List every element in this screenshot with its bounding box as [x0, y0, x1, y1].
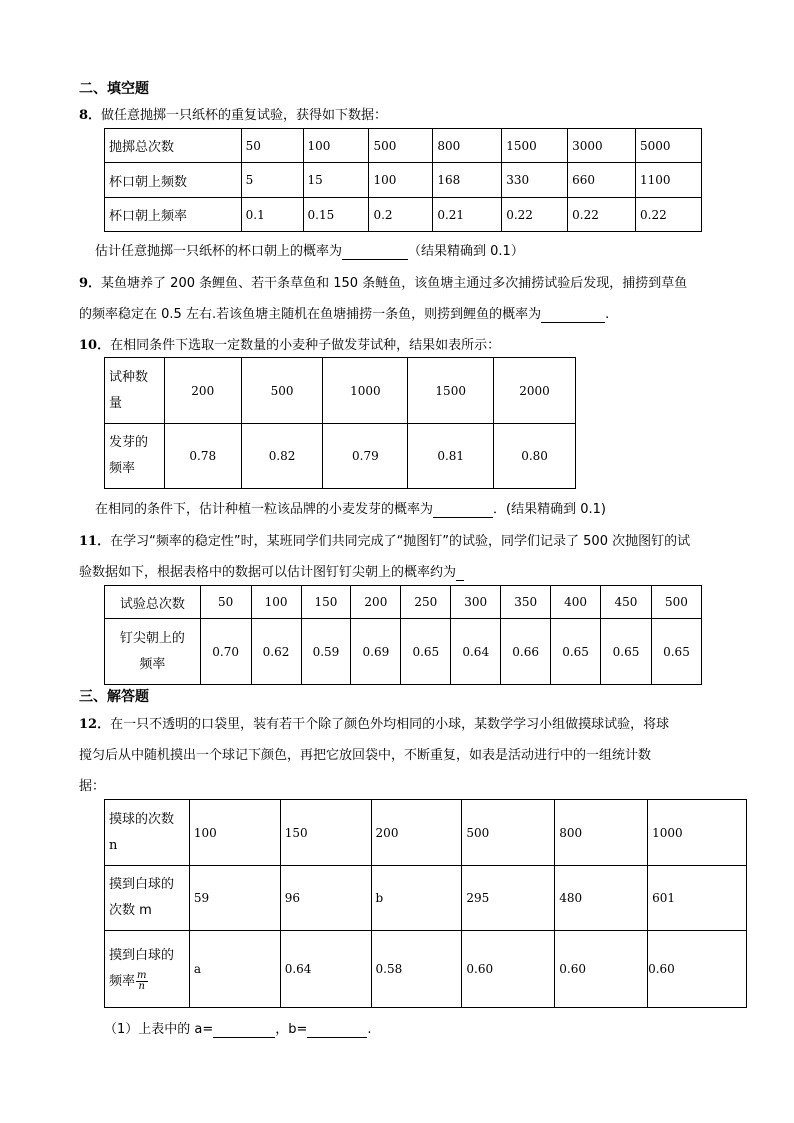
table-cell: b: [371, 866, 462, 931]
question-12-line2: 搅匀后从中随机摸出一个球记下颜色，再把它放回袋中，不断重复，如表是活动进行中的一组统计数: [79, 748, 652, 763]
table-cell: 0.22: [568, 198, 636, 232]
table-cell: 100: [303, 129, 369, 163]
question-number: 11．: [79, 534, 111, 549]
table-cell: 0.70: [200, 619, 251, 685]
table-cell: 450: [601, 586, 652, 619]
question-text: 在学习“频率的稳定性”时，某班同学们共同完成了“抛图钉”的试验，同学们记录了 500 次抛图钉的试: [110, 534, 691, 549]
table-cell: 摸到白球的 次数 m: [105, 866, 190, 931]
question-text: 在相同条件下选取一定数量的小麦种子做发芽试种，结果如表所示：: [110, 338, 501, 353]
table-cell: 0.60: [555, 931, 648, 1008]
table-cell: 0.64: [451, 619, 501, 685]
answer-prompt: .: [367, 1022, 372, 1037]
table-cell: 0.60: [462, 931, 555, 1008]
table-cell: 250: [401, 586, 451, 619]
table-row: [105, 586, 702, 619]
table-row: [105, 198, 702, 232]
answer-blank[interactable]: [456, 565, 464, 581]
table-cell: 钉尖朝上的 频率: [105, 619, 201, 685]
table-cell: 0.15: [303, 198, 369, 232]
q10-answer-line: [95, 498, 606, 518]
answer-prompt: ，b=: [275, 1022, 308, 1037]
table-cell: 0.69: [351, 619, 401, 685]
table-cell: 3000: [568, 129, 636, 163]
answer-blank[interactable]: [541, 307, 605, 323]
answer-prompt: 在相同的条件下，估计种植一粒该品牌的小麦发芽的概率为: [95, 502, 434, 517]
question-text: 在一只不透明的口袋里，装有若干个除了颜色外均相同的小球，某数学学习小组做摸球试验，将球: [110, 717, 670, 732]
table-cell: 0.59: [301, 619, 351, 685]
table-cell: 150: [301, 586, 351, 619]
answer-note: （结果精确到 0.1）: [408, 244, 524, 259]
table-cell: 1500: [408, 358, 494, 424]
table-cell: 0.22: [636, 198, 702, 232]
table-cell: 50: [241, 129, 303, 163]
table-row: [105, 358, 576, 424]
section-heading-fill-blank: 二、填空题: [79, 81, 149, 97]
table-cell: 0.64: [280, 931, 371, 1008]
table-cell: 500: [462, 800, 555, 866]
table-row: [105, 424, 576, 489]
table-row: [105, 931, 747, 1008]
table-cell: 350: [501, 586, 551, 619]
q11-data-table: [104, 585, 702, 685]
question-9-line2: [79, 303, 609, 323]
table-cell: 200: [351, 586, 401, 619]
table-cell: 0.66: [501, 619, 551, 685]
table-cell: 试验总次数: [105, 586, 201, 619]
table-cell: 摸球的次数 n: [105, 800, 190, 866]
q8-answer-line: [95, 240, 524, 260]
table-cell: 1000: [648, 800, 747, 866]
table-cell: 0.65: [551, 619, 601, 685]
question-11-line2: [79, 561, 464, 581]
table-cell: 800: [555, 800, 648, 866]
table-cell: 0.60: [648, 931, 747, 1008]
table-cell: 0.62: [251, 619, 301, 685]
question-text: 验数据如下，根据表格中的数据可以估计图钉钉尖朝上的概率约为: [79, 565, 457, 580]
table-cell: 480: [555, 866, 648, 931]
fraction-m-over-n: $\frac{m}{n}$: [137, 970, 147, 992]
table-row: [105, 163, 702, 198]
question-12-line3: 据：: [79, 779, 106, 794]
table-cell: 0.82: [241, 424, 323, 489]
section-heading-answer: 三、解答题: [79, 689, 149, 705]
question-text: 做任意抛掷一只纸杯的重复试验，获得如下数据：: [101, 108, 388, 123]
table-row: [105, 800, 747, 866]
table-cell: 100: [189, 800, 280, 866]
answer-prompt: （1）上表中的 a=: [104, 1022, 214, 1037]
table-cell: 0.78: [164, 424, 241, 489]
question-8-stem: [79, 104, 387, 123]
table-cell: 300: [451, 586, 501, 619]
q12-subquestion-1: [104, 1018, 372, 1038]
table-cell: 200: [371, 800, 462, 866]
table-cell: 0.80: [494, 424, 576, 489]
table-cell: 0.81: [408, 424, 494, 489]
table-cell: 5: [241, 163, 303, 198]
question-12-stem: [79, 713, 669, 732]
table-cell: 0.22: [502, 198, 568, 232]
answer-blank-b[interactable]: [307, 1022, 367, 1038]
answer-blank[interactable]: [342, 244, 408, 260]
question-number: 10．: [79, 338, 111, 353]
q10-data-table: [104, 357, 576, 489]
table-cell: 800: [433, 129, 502, 163]
table-cell: 59: [189, 866, 280, 931]
table-cell: 0.21: [433, 198, 502, 232]
table-cell: 抛掷总次数: [105, 129, 242, 163]
table-cell: 660: [568, 163, 636, 198]
table-cell: 100: [251, 586, 301, 619]
table-cell: 330: [502, 163, 568, 198]
table-cell: a: [189, 931, 280, 1008]
table-cell: 0.1: [241, 198, 303, 232]
table-cell: 0.2: [369, 198, 433, 232]
table-cell: 0.79: [323, 424, 408, 489]
q8-data-table: [104, 128, 702, 232]
question-9-stem: [79, 272, 687, 291]
table-cell: 500: [241, 358, 323, 424]
answer-prompt: 估计任意抛掷一只纸杯的杯口朝上的概率为: [95, 244, 343, 259]
table-cell: 0.65: [601, 619, 652, 685]
question-text: .: [605, 307, 610, 322]
question-11-stem: [79, 530, 690, 549]
answer-note: ．(结果精确到 0.1): [493, 502, 606, 517]
question-number: 9．: [79, 276, 102, 291]
table-cell: 0.65: [651, 619, 701, 685]
table-cell: 295: [462, 866, 555, 931]
table-row: [105, 129, 702, 163]
answer-blank[interactable]: [433, 502, 493, 518]
question-number: 8．: [79, 108, 102, 123]
table-cell: 200: [164, 358, 241, 424]
question-text: 某鱼塘养了 200 条鲤鱼、若干条草鱼和 150 条鲢鱼，该鱼塘主通过多次捕捞试验后发现，捕捞到草鱼: [101, 276, 688, 291]
table-cell: 96: [280, 866, 371, 931]
table-cell: 试种数 量: [105, 358, 165, 424]
answer-blank-a[interactable]: [213, 1022, 275, 1038]
question-text: 的频率稳定在 0.5 左右.若该鱼塘主随机在鱼塘捕捞一条鱼，则捞到鲤鱼的概率为: [79, 307, 542, 322]
table-cell: 发芽的 频率: [105, 424, 165, 489]
table-cell: 1100: [636, 163, 702, 198]
table-cell: 500: [651, 586, 701, 619]
table-cell: 400: [551, 586, 601, 619]
table-cell: 0.65: [401, 619, 451, 685]
table-cell: 杯口朝上频率: [105, 198, 242, 232]
table-cell: 15: [303, 163, 369, 198]
table-row: [105, 866, 747, 931]
table-cell: 150: [280, 800, 371, 866]
question-number: 12．: [79, 717, 111, 732]
table-cell: 5000: [636, 129, 702, 163]
table-cell: 601: [648, 866, 747, 931]
table-cell: 0.58: [371, 931, 462, 1008]
table-cell: 50: [200, 586, 251, 619]
table-cell: 摸到白球的 频率 $\frac{m}{n}$: [105, 931, 190, 1008]
table-cell: 2000: [494, 358, 576, 424]
question-10-stem: [79, 334, 500, 353]
table-cell: 500: [369, 129, 433, 163]
table-cell: 100: [369, 163, 433, 198]
table-cell: 1500: [502, 129, 568, 163]
table-row: [105, 619, 702, 685]
q12-data-table: [104, 799, 747, 1008]
table-cell: 1000: [323, 358, 408, 424]
table-cell: 杯口朝上频数: [105, 163, 242, 198]
table-cell: 168: [433, 163, 502, 198]
